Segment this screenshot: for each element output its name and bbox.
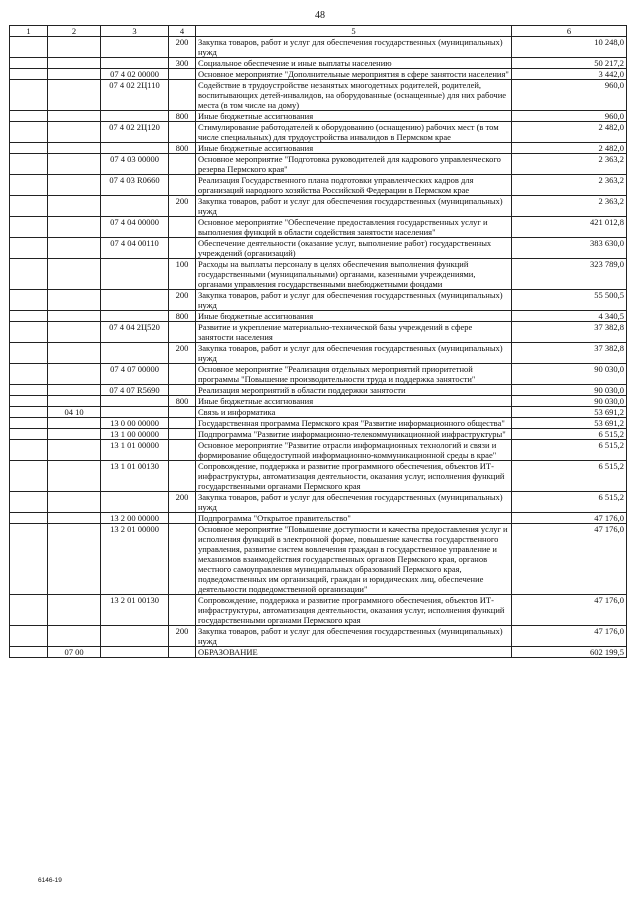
expense-kind-cell (169, 80, 196, 111)
table-row (10, 196, 627, 217)
item-name-cell: Сопровождение, поддержка и развитие программного обеспечения, объектов ИТ-инфраструктуры, автоматизация деятельности, оказания услуг, исполнения функций государственными органами Пермского края (196, 461, 512, 492)
section-code-cell (48, 385, 101, 396)
item-name-cell: Основное мероприятие "Развитие отрасли информационных технологий и связи и формирование общедоступной информационно-коммуникационной среды в крае" (196, 440, 512, 461)
budget-table (9, 25, 627, 658)
section-code-cell (48, 524, 101, 595)
row-col1-cell (10, 311, 48, 322)
section-code-cell (48, 595, 101, 626)
row-col1-cell (10, 80, 48, 111)
target-code-cell: 07 4 02 00000 (101, 69, 169, 80)
amount-cell: 383 630,0 (512, 238, 627, 259)
expense-kind-cell (169, 418, 196, 429)
expense-kind-cell: 300 (169, 58, 196, 69)
section-code-cell (48, 322, 101, 343)
expense-kind-cell (169, 322, 196, 343)
target-code-cell (101, 196, 169, 217)
section-code-cell (48, 37, 101, 58)
item-name-cell: Связь и информатика (196, 407, 512, 418)
table-row (10, 524, 627, 595)
target-code-cell (101, 396, 169, 407)
table-row (10, 122, 627, 143)
target-code-cell (101, 37, 169, 58)
table-row (10, 418, 627, 429)
table-row (10, 259, 627, 290)
item-name-cell: Закупка товаров, работ и услуг для обеспечения государственных (муниципальных) нужд (196, 626, 512, 647)
item-name-cell: Основное мероприятие "Обеспечение предоставления государственных услуг и выполнения функций в области содействия занятости населения" (196, 217, 512, 238)
section-code-cell (48, 290, 101, 311)
amount-cell: 2 482,0 (512, 143, 627, 154)
amount-cell: 50 217,2 (512, 58, 627, 69)
target-code-cell (101, 647, 169, 658)
section-code-cell (48, 58, 101, 69)
expense-kind-cell (169, 513, 196, 524)
expense-kind-cell (169, 175, 196, 196)
section-code-cell (48, 396, 101, 407)
section-code-cell (48, 429, 101, 440)
item-name-cell: Иные бюджетные ассигнования (196, 111, 512, 122)
section-code-cell (48, 175, 101, 196)
amount-cell: 90 030,0 (512, 396, 627, 407)
target-code-cell: 13 0 00 00000 (101, 418, 169, 429)
table-row (10, 595, 627, 626)
table-row (10, 154, 627, 175)
table-row (10, 217, 627, 238)
table-row (10, 385, 627, 396)
section-code-cell (48, 364, 101, 385)
item-name-cell: Стимулирование работодателей к оборудованию (оснащению) рабочих мест (в том числе специальных) для трудоустройства инвалидов в Пермском крае (196, 122, 512, 143)
section-code-cell (48, 343, 101, 364)
amount-cell: 47 176,0 (512, 595, 627, 626)
amount-cell: 2 482,0 (512, 122, 627, 143)
expense-kind-cell (169, 595, 196, 626)
item-name-cell: Основное мероприятие "Реализация отдельных мероприятий приоритетной программы "Повышение производительности труда и поддержка занятости" (196, 364, 512, 385)
table-row (10, 343, 627, 364)
amount-cell: 6 515,2 (512, 461, 627, 492)
amount-cell: 6 515,2 (512, 429, 627, 440)
row-col1-cell (10, 238, 48, 259)
table-row (10, 80, 627, 111)
section-code-cell (48, 626, 101, 647)
section-code-cell (48, 259, 101, 290)
row-col1-cell (10, 461, 48, 492)
target-code-cell: 07 4 03 R0660 (101, 175, 169, 196)
item-name-cell: Закупка товаров, работ и услуг для обеспечения государственных (муниципальных) нужд (196, 343, 512, 364)
expense-kind-cell (169, 122, 196, 143)
row-col1-cell (10, 595, 48, 626)
footer-code: 6146-19 (38, 877, 62, 884)
amount-cell: 4 340,5 (512, 311, 627, 322)
item-name-cell: Государственная программа Пермского края "Развитие информационного общества" (196, 418, 512, 429)
item-name-cell: Основное мероприятие "Дополнительные мероприятия в сфере занятости населения" (196, 69, 512, 80)
row-col1-cell (10, 154, 48, 175)
expense-kind-cell (169, 524, 196, 595)
amount-cell: 2 363,2 (512, 154, 627, 175)
amount-cell: 47 176,0 (512, 524, 627, 595)
item-name-cell: Основное мероприятие "Подготовка руководителей для кадрового управленческого резерва Пермского края" (196, 154, 512, 175)
amount-cell: 421 012,8 (512, 217, 627, 238)
amount-cell: 37 382,8 (512, 322, 627, 343)
target-code-cell: 07 4 04 2Ц520 (101, 322, 169, 343)
table-row (10, 322, 627, 343)
row-col1-cell (10, 290, 48, 311)
table-row (10, 461, 627, 492)
target-code-cell: 13 1 00 00000 (101, 429, 169, 440)
target-code-cell: 07 4 07 R5690 (101, 385, 169, 396)
row-col1-cell (10, 492, 48, 513)
table-row (10, 58, 627, 69)
expense-kind-cell: 200 (169, 290, 196, 311)
target-code-cell: 13 1 01 00000 (101, 440, 169, 461)
row-col1-cell (10, 69, 48, 80)
section-code-cell (48, 69, 101, 80)
row-col1-cell (10, 385, 48, 396)
column-header-5: 5 (196, 26, 512, 37)
row-col1-cell (10, 122, 48, 143)
section-code-cell (48, 196, 101, 217)
row-col1-cell (10, 259, 48, 290)
item-name-cell: Иные бюджетные ассигнования (196, 143, 512, 154)
target-code-cell (101, 626, 169, 647)
item-name-cell: Закупка товаров, работ и услуг для обеспечения государственных (муниципальных) нужд (196, 492, 512, 513)
row-col1-cell (10, 396, 48, 407)
row-col1-cell (10, 217, 48, 238)
amount-cell: 2 363,2 (512, 196, 627, 217)
table-row (10, 69, 627, 80)
target-code-cell (101, 290, 169, 311)
column-header-1: 1 (10, 26, 48, 37)
amount-cell: 3 442,0 (512, 69, 627, 80)
row-col1-cell (10, 524, 48, 595)
item-name-cell: Расходы на выплаты персоналу в целях обеспечения выполнения функций государственными (муниципальными) органами, казенными учреждениями, органами управления государственными внебюджетными фондами (196, 259, 512, 290)
section-code-cell (48, 122, 101, 143)
item-name-cell: Реализация Государственного плана подготовки управленческих кадров для организаций народного хозяйства Российской Федерации в Пермском крае (196, 175, 512, 196)
section-code-cell (48, 461, 101, 492)
table-row (10, 396, 627, 407)
section-code-cell: 07 00 (48, 647, 101, 658)
expense-kind-cell (169, 429, 196, 440)
row-col1-cell (10, 440, 48, 461)
item-name-cell: Развитие и укрепление материально-технической базы учреждений в сфере занятости населения (196, 322, 512, 343)
column-header-2: 2 (48, 26, 101, 37)
table-row (10, 111, 627, 122)
item-name-cell: Подпрограмма "Развитие информационно-телекоммуникационной инфраструктуры" (196, 429, 512, 440)
item-name-cell: Закупка товаров, работ и услуг для обеспечения государственных (муниципальных) нужд (196, 196, 512, 217)
item-name-cell: Закупка товаров, работ и услуг для обеспечения государственных (муниципальных) нужд (196, 37, 512, 58)
table-row (10, 364, 627, 385)
target-code-cell (101, 343, 169, 364)
section-code-cell (48, 418, 101, 429)
target-code-cell: 07 4 04 00000 (101, 217, 169, 238)
row-col1-cell (10, 322, 48, 343)
expense-kind-cell: 800 (169, 396, 196, 407)
expense-kind-cell: 200 (169, 492, 196, 513)
expense-kind-cell (169, 364, 196, 385)
amount-cell: 323 789,0 (512, 259, 627, 290)
table-row (10, 290, 627, 311)
amount-cell: 2 363,2 (512, 175, 627, 196)
target-code-cell: 07 4 02 2Ц110 (101, 80, 169, 111)
section-code-cell (48, 111, 101, 122)
column-header-3: 3 (101, 26, 169, 37)
expense-kind-cell (169, 154, 196, 175)
row-col1-cell (10, 429, 48, 440)
amount-cell: 10 248,0 (512, 37, 627, 58)
table-row (10, 647, 627, 658)
target-code-cell: 07 4 03 00000 (101, 154, 169, 175)
expense-kind-cell (169, 440, 196, 461)
row-col1-cell (10, 418, 48, 429)
section-code-cell (48, 154, 101, 175)
expense-kind-cell (169, 69, 196, 80)
item-name-cell: Обеспечение деятельности (оказание услуг, выполнение работ) государственных учреждений (организаций) (196, 238, 512, 259)
table-row (10, 440, 627, 461)
row-col1-cell (10, 175, 48, 196)
item-name-cell: Реализация мероприятий в области поддержки занятости (196, 385, 512, 396)
expense-kind-cell (169, 385, 196, 396)
row-col1-cell (10, 58, 48, 69)
amount-cell: 960,0 (512, 111, 627, 122)
amount-cell: 53 691,2 (512, 418, 627, 429)
section-code-cell (48, 513, 101, 524)
expense-kind-cell: 800 (169, 143, 196, 154)
target-code-cell: 07 4 04 00110 (101, 238, 169, 259)
section-code-cell (48, 440, 101, 461)
row-col1-cell (10, 143, 48, 154)
item-name-cell: ОБРАЗОВАНИЕ (196, 647, 512, 658)
table-row (10, 37, 627, 58)
target-code-cell (101, 492, 169, 513)
section-code-cell (48, 492, 101, 513)
expense-kind-cell (169, 407, 196, 418)
target-code-cell (101, 311, 169, 322)
amount-cell: 90 030,0 (512, 364, 627, 385)
item-name-cell: Социальное обеспечение и иные выплаты населению (196, 58, 512, 69)
page-number: 48 (315, 10, 325, 21)
amount-cell: 47 176,0 (512, 513, 627, 524)
table-row (10, 238, 627, 259)
target-code-cell: 13 2 00 00000 (101, 513, 169, 524)
section-code-cell (48, 80, 101, 111)
table-row (10, 311, 627, 322)
target-code-cell (101, 58, 169, 69)
table-row (10, 492, 627, 513)
target-code-cell: 13 1 01 00130 (101, 461, 169, 492)
column-header-4: 4 (169, 26, 196, 37)
row-col1-cell (10, 111, 48, 122)
row-col1-cell (10, 364, 48, 385)
expense-kind-cell: 200 (169, 196, 196, 217)
expense-kind-cell: 800 (169, 111, 196, 122)
table-row (10, 407, 627, 418)
row-col1-cell (10, 513, 48, 524)
target-code-cell: 07 4 02 2Ц120 (101, 122, 169, 143)
target-code-cell (101, 407, 169, 418)
row-col1-cell (10, 37, 48, 58)
amount-cell: 602 199,5 (512, 647, 627, 658)
expense-kind-cell: 200 (169, 343, 196, 364)
row-col1-cell (10, 407, 48, 418)
column-header-6: 6 (512, 26, 627, 37)
amount-cell: 6 515,2 (512, 492, 627, 513)
expense-kind-cell (169, 238, 196, 259)
item-name-cell: Подпрограмма "Открытое правительство" (196, 513, 512, 524)
item-name-cell: Сопровождение, поддержка и развитие программного обеспечения, объектов ИТ-инфраструктуры, автоматизация деятельности, оказания услуг, исполнения функций государственными органами Пермского края (196, 595, 512, 626)
table-row (10, 626, 627, 647)
target-code-cell (101, 143, 169, 154)
row-col1-cell (10, 343, 48, 364)
column-number-row (10, 26, 627, 37)
section-code-cell: 04 10 (48, 407, 101, 418)
row-col1-cell (10, 647, 48, 658)
amount-cell: 6 515,2 (512, 440, 627, 461)
target-code-cell: 13 2 01 00130 (101, 595, 169, 626)
table-row (10, 143, 627, 154)
section-code-cell (48, 217, 101, 238)
amount-cell: 47 176,0 (512, 626, 627, 647)
item-name-cell: Иные бюджетные ассигнования (196, 396, 512, 407)
amount-cell: 90 030,0 (512, 385, 627, 396)
target-code-cell (101, 259, 169, 290)
table-row (10, 513, 627, 524)
amount-cell: 55 500,5 (512, 290, 627, 311)
amount-cell: 37 382,8 (512, 343, 627, 364)
section-code-cell (48, 311, 101, 322)
section-code-cell (48, 143, 101, 154)
item-name-cell: Основное мероприятие "Повышение доступности и качества предоставления услуг и исполнения функций в электронной форме, повышение качества государственного управления, развитие систем вовлечения граждан в государственное управление и механизмов взаимодействия государственных органов Пермского края, органов местного самоуправления муниципальных образований Пермского края, подведомственных им организаций, граждан и юридических лиц, обеспечение деятельности подведомственной организации" (196, 524, 512, 595)
amount-cell: 53 691,2 (512, 407, 627, 418)
target-code-cell: 13 2 01 00000 (101, 524, 169, 595)
expense-kind-cell: 200 (169, 626, 196, 647)
expense-kind-cell: 100 (169, 259, 196, 290)
target-code-cell: 07 4 07 00000 (101, 364, 169, 385)
row-col1-cell (10, 626, 48, 647)
item-name-cell: Содействие в трудоустройстве незанятых многодетных родителей, родителей, воспитывающих детей-инвалидов, на оборудованные (оснащенные) для них рабочие места (в том числе на дому) (196, 80, 512, 111)
row-col1-cell (10, 196, 48, 217)
expense-kind-cell (169, 217, 196, 238)
item-name-cell: Иные бюджетные ассигнования (196, 311, 512, 322)
section-code-cell (48, 238, 101, 259)
amount-cell: 960,0 (512, 80, 627, 111)
item-name-cell: Закупка товаров, работ и услуг для обеспечения государственных (муниципальных) нужд (196, 290, 512, 311)
expense-kind-cell (169, 647, 196, 658)
expense-kind-cell: 800 (169, 311, 196, 322)
expense-kind-cell: 200 (169, 37, 196, 58)
expense-kind-cell (169, 461, 196, 492)
target-code-cell (101, 111, 169, 122)
table-row (10, 175, 627, 196)
table-row (10, 429, 627, 440)
